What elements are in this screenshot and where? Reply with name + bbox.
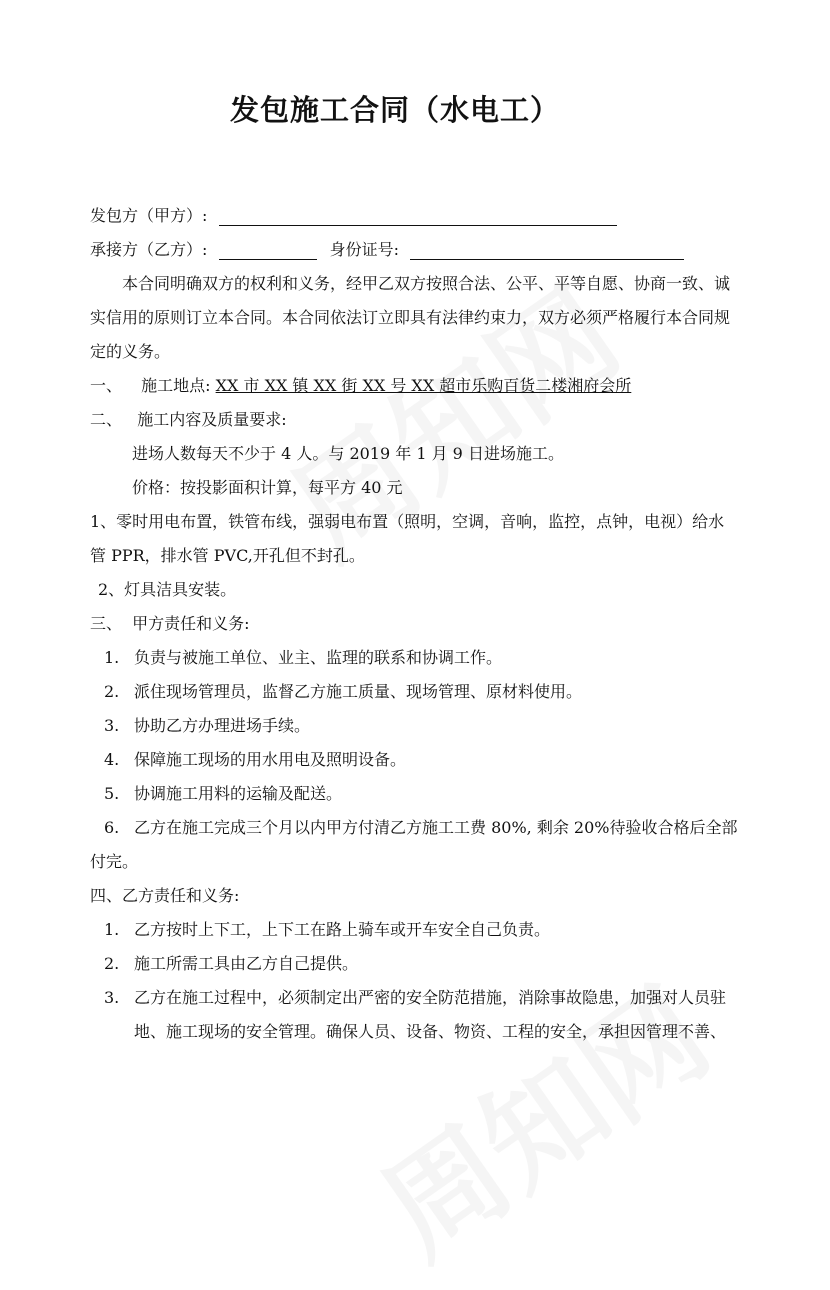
list-item bbox=[104, 716, 311, 736]
list-number: 3. bbox=[104, 716, 120, 735]
list-number: 2. bbox=[104, 682, 120, 701]
section-1-label: 施工地点: bbox=[141, 376, 211, 395]
party-b-label: 承接方（乙方）: bbox=[90, 240, 208, 259]
list-text: 协助乙方办理进场手续。 bbox=[134, 716, 311, 735]
document-title: 发包施工合同（水电工） bbox=[229, 93, 560, 127]
party-a-blank[interactable] bbox=[219, 207, 617, 226]
party-a-label: 发包方（甲方）: bbox=[90, 206, 208, 225]
list-text: 派住现场管理员，监督乙方施工质量、现场管理、原材料使用。 bbox=[134, 682, 583, 701]
intro-line: 定的义务。 bbox=[90, 342, 171, 361]
watermark bbox=[253, 242, 647, 589]
section-1-number: 一、 bbox=[90, 376, 123, 395]
section-3-heading: 三、 甲方责任和义务: bbox=[90, 614, 250, 633]
list-item bbox=[104, 682, 583, 702]
list-item bbox=[104, 648, 503, 668]
section-1 bbox=[90, 376, 631, 396]
list-text: 保障施工现场的用水用电及照明设备。 bbox=[134, 750, 407, 769]
intro-line: 实信用的原则订立本合同。本合同依法订立即具有法律约束力，双方必须严格履行本合同规 bbox=[90, 308, 731, 327]
list-text: 乙方在施工完成三个月以内甲方付清乙方施工工费 80%, 剩余 20%待验收合格后全部 bbox=[134, 818, 738, 837]
list-item-continuation: 付完。 bbox=[90, 852, 139, 871]
section-2-heading: 二、 施工内容及质量要求: bbox=[90, 410, 287, 429]
party-b-line bbox=[90, 240, 684, 260]
section-2-line: 价格：按投影面积计算，每平方 40 元 bbox=[132, 478, 403, 497]
list-text: 施工所需工具由乙方自己提供。 bbox=[134, 954, 359, 973]
section-2-item: 管 PPR，排水管 PVC,开孔但不封孔。 bbox=[90, 546, 365, 565]
party-a-line bbox=[90, 206, 617, 226]
list-text: 负责与被施工单位、业主、监理的联系和协调工作。 bbox=[134, 648, 503, 667]
section-4-heading: 四、乙方责任和义务: bbox=[90, 886, 240, 905]
list-number: 4. bbox=[104, 750, 120, 769]
section-2-line: 进场人数每天不少于 4 人。与 2019 年 1 月 9 日进场施工。 bbox=[132, 444, 564, 463]
list-number: 3. bbox=[104, 988, 120, 1007]
intro-line: 本合同明确双方的权利和义务，经甲乙双方按照合法、公平、平等自愿、协商一致、诚 bbox=[122, 274, 731, 293]
construction-site-address: XX 市 XX 镇 XX 街 XX 号 XX 超市乐购百货二楼湘府会所 bbox=[215, 376, 632, 395]
list-item bbox=[104, 988, 727, 1008]
list-number: 1. bbox=[104, 920, 120, 939]
party-b-blank[interactable] bbox=[219, 241, 317, 260]
list-item bbox=[104, 954, 359, 974]
list-number: 6. bbox=[104, 818, 120, 837]
list-text: 协调施工用料的运输及配送。 bbox=[134, 784, 343, 803]
list-number: 2. bbox=[104, 954, 120, 973]
id-label: 身份证号: bbox=[329, 240, 399, 259]
list-item bbox=[104, 818, 738, 838]
section-2-item: 2、灯具洁具安装。 bbox=[98, 580, 237, 599]
list-item-continuation: 地、施工现场的安全管理。确保人员、设备、物资、工程的安全，承担因管理不善、 bbox=[134, 1022, 727, 1041]
list-number: 1. bbox=[104, 648, 120, 667]
id-number-blank[interactable] bbox=[410, 241, 684, 260]
list-item bbox=[104, 920, 551, 940]
list-item bbox=[104, 750, 407, 770]
list-number: 5. bbox=[104, 784, 120, 803]
list-text: 乙方按时上下工，上下工在路上骑车或开车安全自己负责。 bbox=[134, 920, 551, 939]
section-2-item: 1、零时用电布置，铁管布线，强弱电布置（照明，空调，音响，监控，点钟，电视）给水 bbox=[90, 512, 725, 531]
list-text: 乙方在施工过程中，必须制定出严密的安全防范措施，消除事故隐患，加强对人员驻 bbox=[134, 988, 727, 1007]
list-item bbox=[104, 784, 343, 804]
